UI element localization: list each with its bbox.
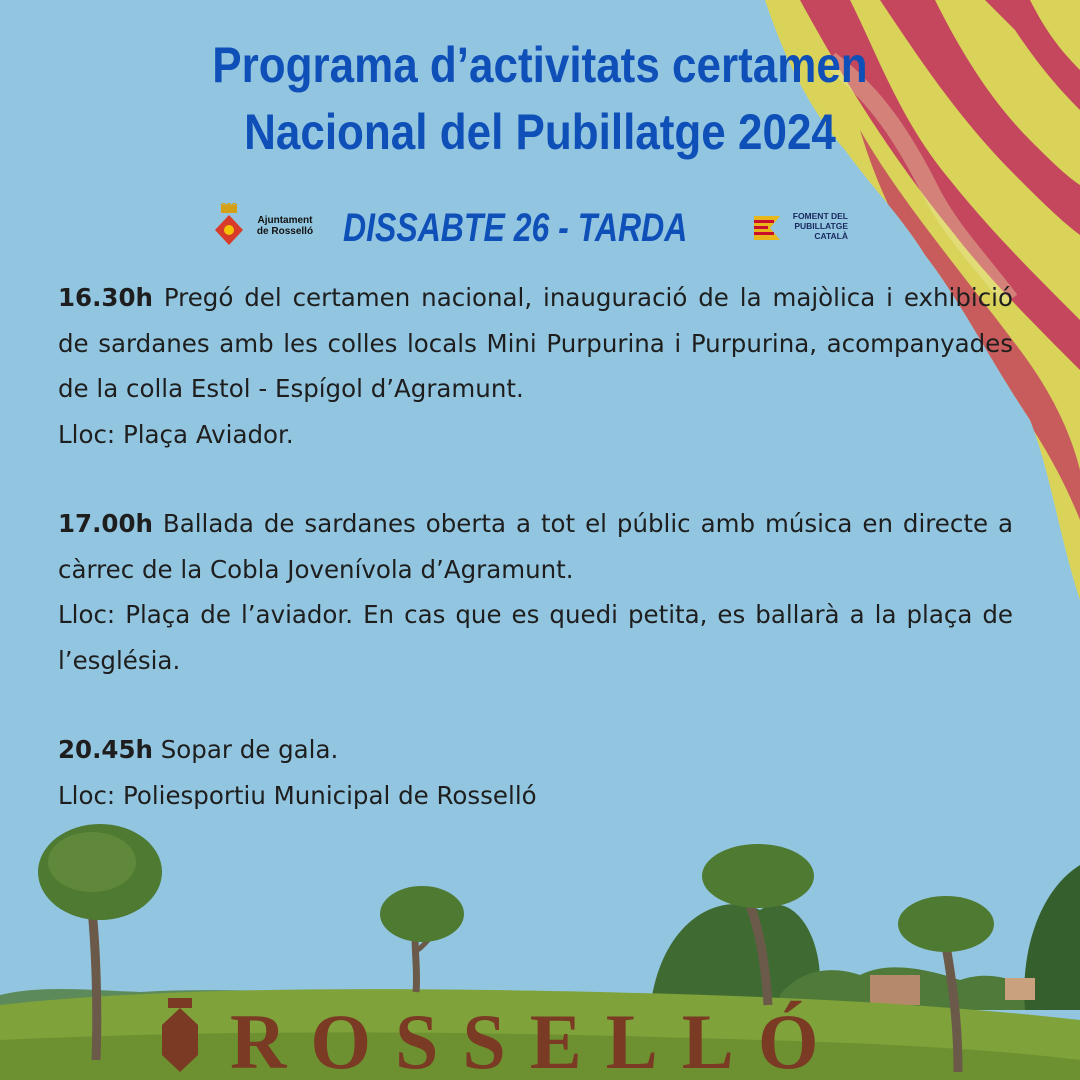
foment-pubillatge-logo <box>750 210 860 246</box>
event-description-block <box>58 727 1013 773</box>
foment-logo-line3: CATALÀ <box>814 231 848 241</box>
event-time: 20.45h <box>58 735 153 764</box>
page-title <box>135 32 945 166</box>
event-description: Pregó del certamen nacional, inauguració de la majòlica i exhibició de sardanes amb les colles locals Mini Purpurina i Purpurina, acompanyades de la colla Estol - Espígol d’Agramunt. <box>58 283 1013 403</box>
coat-of-arms-icon <box>212 203 246 247</box>
rossello-landscape-image <box>0 810 1080 1080</box>
topiary-tree <box>380 886 464 992</box>
day-heading: DISSABTE 26 - TARDA <box>343 206 688 250</box>
ajuntament-logo-line2: de Rosselló <box>256 226 314 237</box>
title-line-1: Programa d’activitats certamen <box>212 37 868 93</box>
event-description: Ballada de sardanes oberta a tot el públic amb música en directe a càrrec de la Cobla Jovenívola d’Agramunt. <box>58 509 1013 584</box>
event-item <box>58 501 1013 683</box>
town-sign-text: ROSSELLÓ <box>230 998 843 1080</box>
event-location: Lloc: Plaça Aviador. <box>58 419 294 449</box>
event-time: 16.30h <box>58 283 153 312</box>
event-item <box>58 275 1013 457</box>
event-location: Lloc: Plaça de l’aviador. En cas que es quedi petita, es ballarà a la plaça de l’església. <box>58 600 1013 675</box>
title-line-2: Nacional del Pubillatge 2024 <box>244 104 836 160</box>
ajuntament-logo-line1: Ajuntament <box>257 215 313 226</box>
event-location: Lloc: Poliesportiu Municipal de Rosselló <box>58 780 537 810</box>
ajuntament-logo <box>212 203 324 247</box>
event-item <box>58 727 1013 818</box>
foment-logo-line2: PUBILLATGE <box>794 221 848 231</box>
event-time: 17.00h <box>58 509 153 538</box>
senyera-mark-icon <box>750 212 786 244</box>
event-description: Sopar de gala. <box>160 735 339 764</box>
events-list <box>58 275 1013 862</box>
event-description-block <box>58 275 1013 412</box>
event-description-block <box>58 501 1013 592</box>
foment-logo-line1: FOMENT DEL <box>792 211 848 221</box>
